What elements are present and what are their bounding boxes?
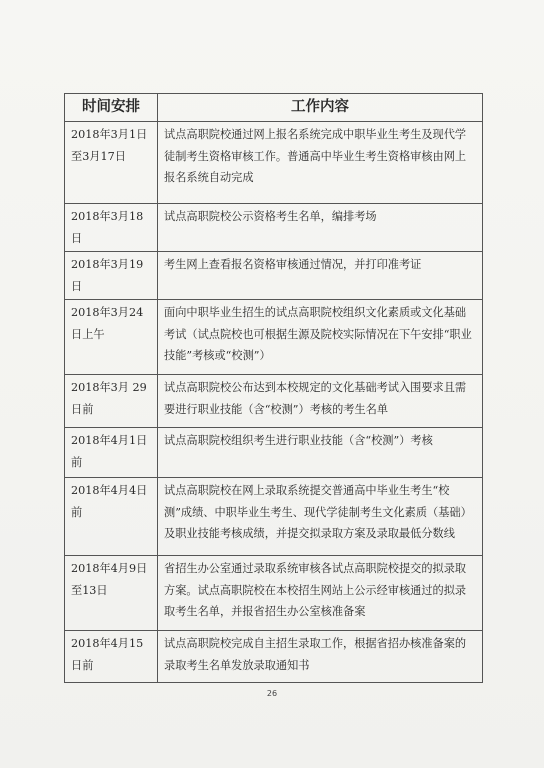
- table-row: [65, 122, 483, 204]
- table-row: [65, 428, 483, 478]
- time-cell: 2018年3月24日上午: [65, 300, 158, 375]
- time-cell: 2018年4月4日前: [65, 478, 158, 556]
- header-content: 工作内容: [158, 94, 483, 122]
- content-cell: 试点高职院校通过网上报名系统完成中职毕业生考生及现代学徒制考生资格审核工作。普通高中毕业生考生资格审核由网上报名系统自动完成: [158, 122, 483, 204]
- time-cell: 2018年3月1日至3月17日: [65, 122, 158, 204]
- content-cell: 考生网上查看报名资格审核通过情况，并打印准考证: [158, 252, 483, 300]
- table-row: [65, 300, 483, 375]
- time-cell: 2018年4月9日至13日: [65, 556, 158, 631]
- schedule-table: [64, 93, 483, 683]
- table-row: [65, 204, 483, 252]
- table-row: [65, 478, 483, 556]
- page-number: 26: [266, 689, 278, 698]
- table-header-row: [65, 94, 483, 122]
- content-cell: 试点高职院校在网上录取系统提交普通高中毕业生考生“校测”成绩、中职毕业生考生、现代学徒制考生文化素质（基础）及职业技能考核成绩，并提交拟录取方案及录取最低分数线: [158, 478, 483, 556]
- content-cell: 试点高职院校公示资格考生名单，编排考场: [158, 204, 483, 252]
- table-row: [65, 252, 483, 300]
- table-row: [65, 556, 483, 631]
- header-time: 时间安排: [65, 94, 158, 122]
- content-cell: 省招生办公室通过录取系统审核各试点高职院校提交的拟录取方案。试点高职院校在本校招生网站上公示经审核通过的拟录取考生名单，并报省招生办公室核准备案: [158, 556, 483, 631]
- content-cell: 试点高职院校完成自主招生录取工作，根据省招办核准备案的录取考生名单发放录取通知书: [158, 631, 483, 683]
- table-row: [65, 375, 483, 428]
- time-cell: 2018年3月18日: [65, 204, 158, 252]
- content-cell: 试点高职院校组织考生进行职业技能（含“校测”）考核: [158, 428, 483, 478]
- time-cell: 2018年3月 29日前: [65, 375, 158, 428]
- content-cell: 面向中职毕业生招生的试点高职院校组织文化素质或文化基础考试（试点院校也可根据生源及院校实际情况在下午安排“职业技能”考核或“校测”）: [158, 300, 483, 375]
- time-cell: 2018年4月15日前: [65, 631, 158, 683]
- table-row: [65, 631, 483, 683]
- time-cell: 2018年3月19日: [65, 252, 158, 300]
- content-cell: 试点高职院校公布达到本校规定的文化基础考试入围要求且需要进行职业技能（含“校测”）考核的考生名单: [158, 375, 483, 428]
- time-cell: 2018年4月1日前: [65, 428, 158, 478]
